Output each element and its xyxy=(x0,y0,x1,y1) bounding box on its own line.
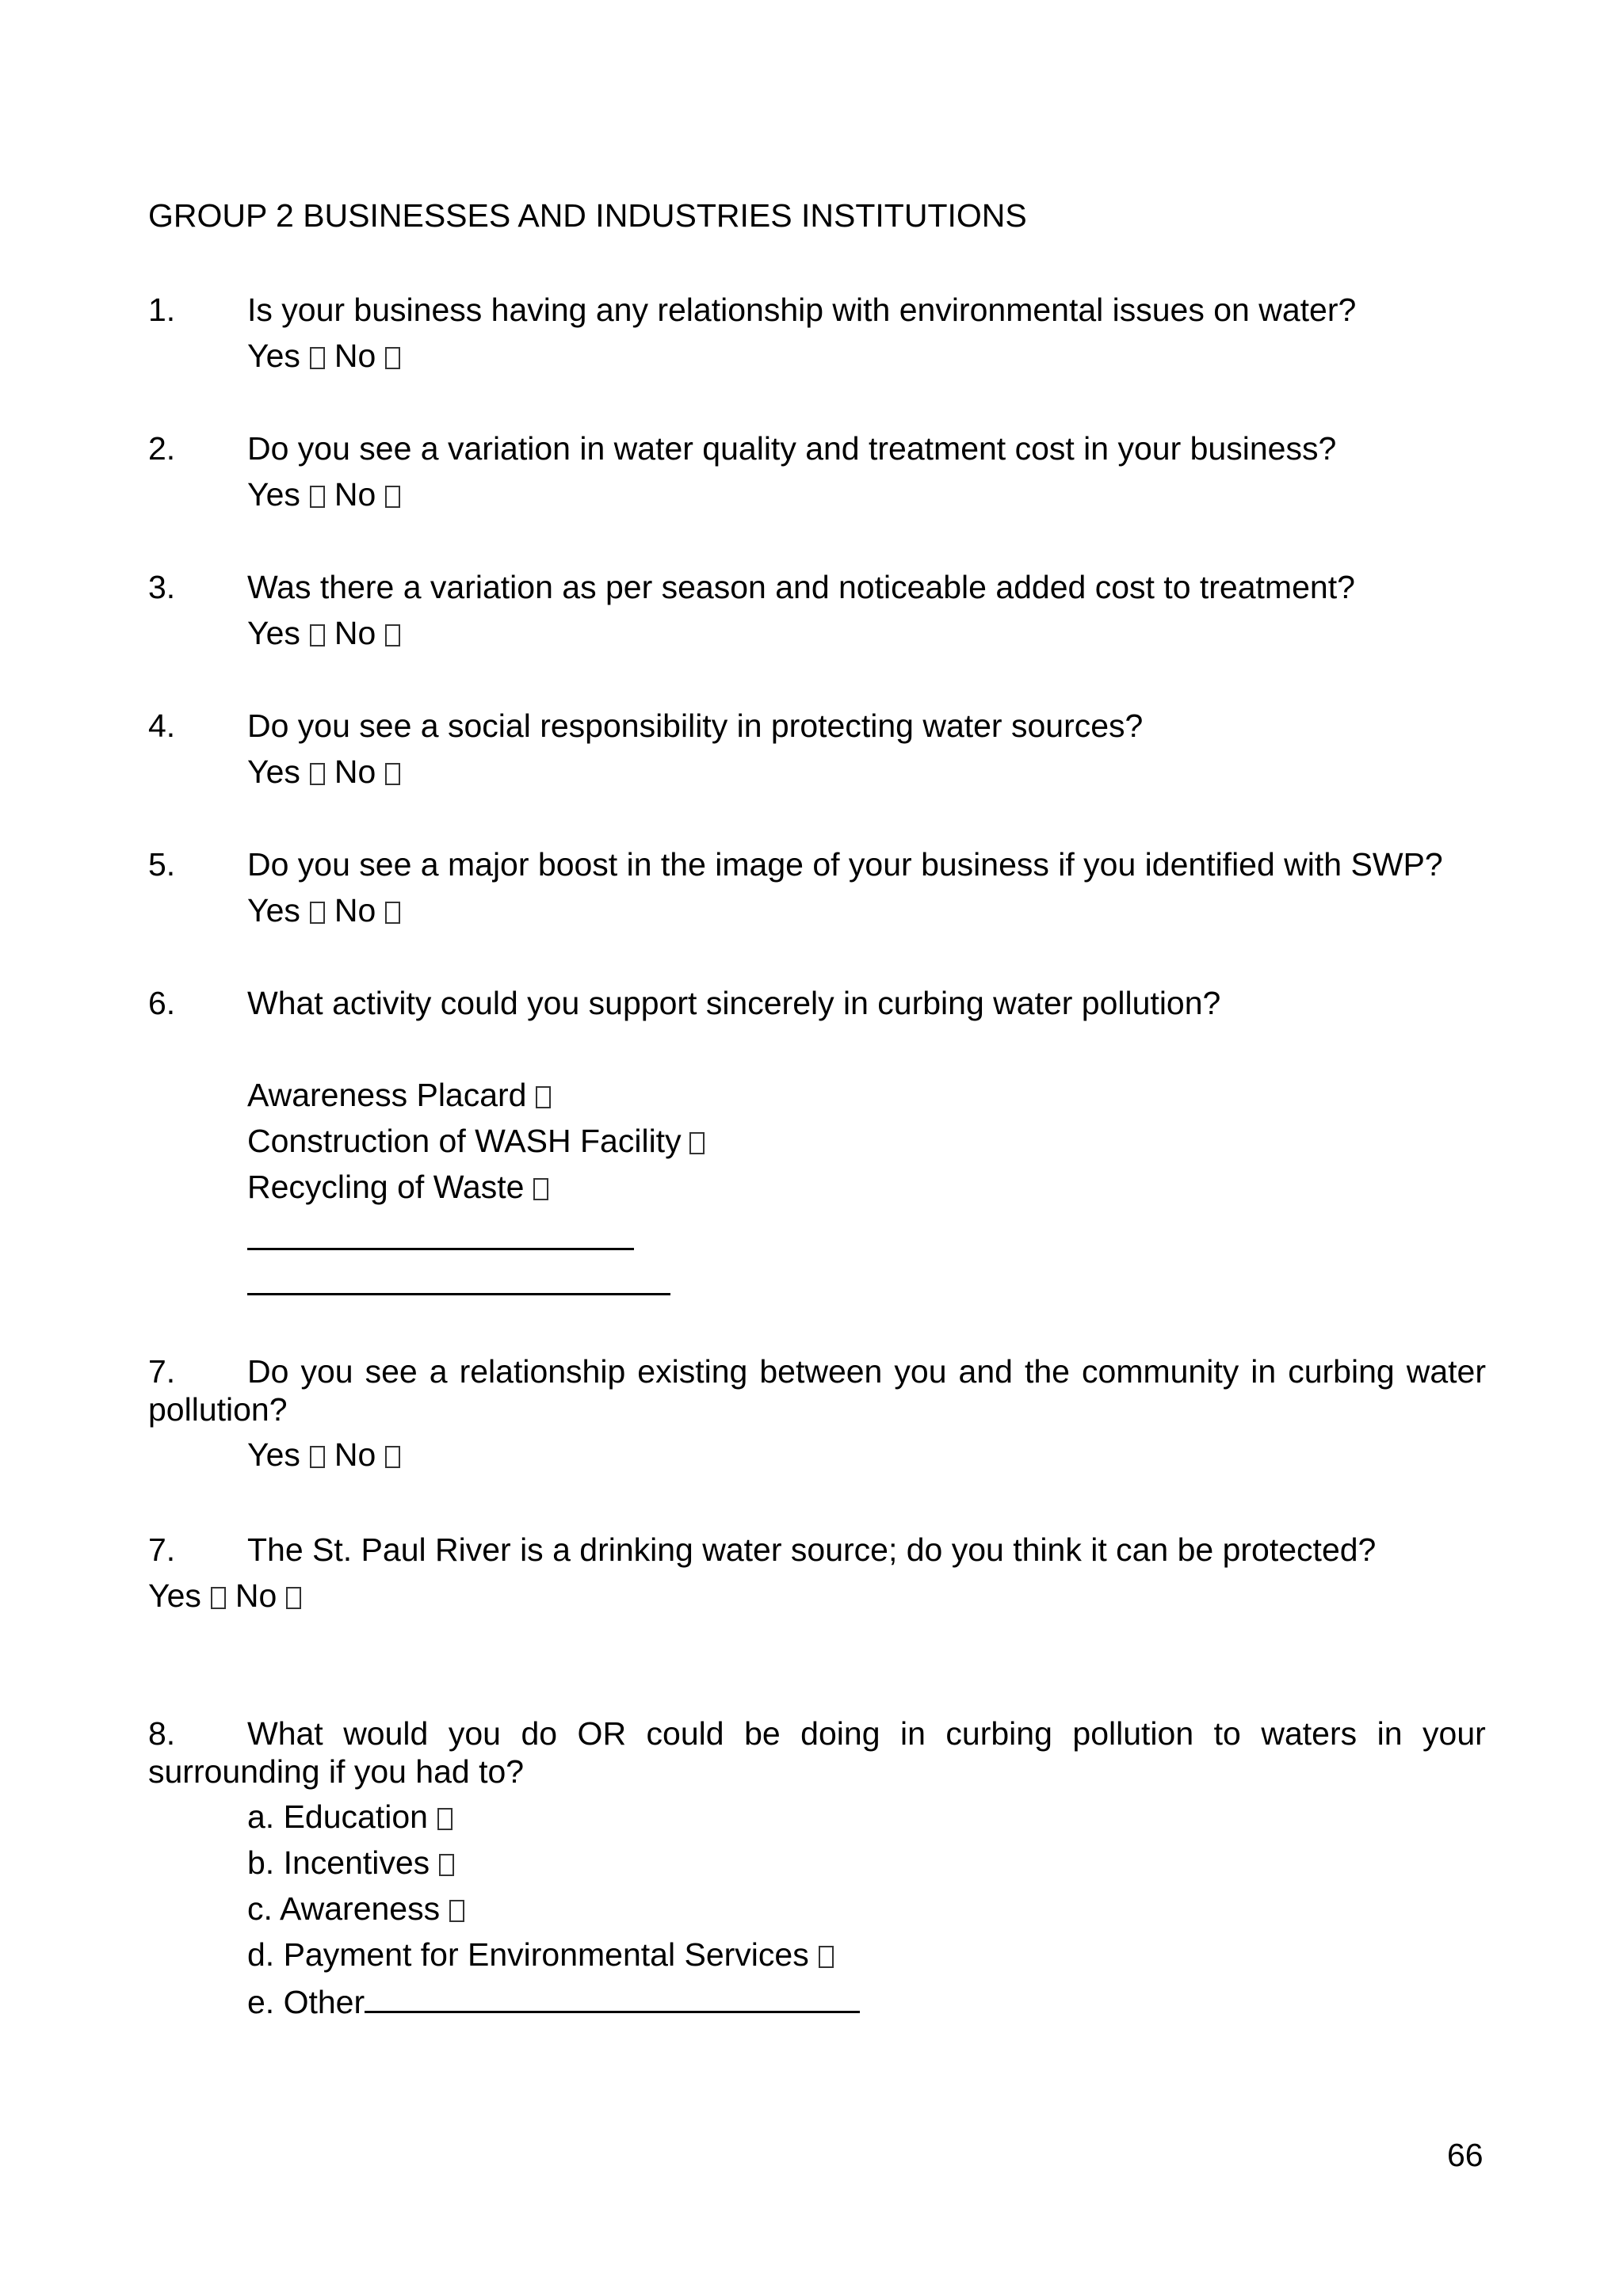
option-checkbox[interactable] xyxy=(689,1132,705,1154)
no-checkbox[interactable] xyxy=(385,624,400,646)
no-checkbox[interactable] xyxy=(385,902,400,924)
yes-label: Yes xyxy=(247,338,300,374)
question-8-block xyxy=(148,1714,1486,1791)
option-label: c. Awareness xyxy=(247,1890,441,1927)
option-label: e. Other xyxy=(247,1984,365,2020)
no-checkbox[interactable] xyxy=(385,347,400,369)
yes-checkbox[interactable] xyxy=(310,347,325,369)
option-checkbox[interactable] xyxy=(536,1086,551,1108)
yes-checkbox[interactable] xyxy=(211,1587,226,1609)
option-payment-env-services xyxy=(247,1935,843,1974)
no-label: No xyxy=(334,338,376,374)
option-incentives xyxy=(247,1843,464,1882)
page-number: 66 xyxy=(1447,2137,1484,2173)
question-4-number: 4. xyxy=(148,707,176,744)
question-7-number: 7. xyxy=(148,1353,176,1390)
option-label: b. Incentives xyxy=(247,1844,430,1881)
option-other xyxy=(247,1981,860,2022)
no-checkbox[interactable] xyxy=(385,763,400,785)
option-recycling-waste xyxy=(247,1167,558,1207)
no-label: No xyxy=(334,892,376,929)
no-checkbox[interactable] xyxy=(286,1587,301,1609)
blank-answer-line[interactable] xyxy=(247,1248,634,1250)
no-label: No xyxy=(334,753,376,790)
option-education xyxy=(247,1797,462,1836)
question-8-number: 8. xyxy=(148,1715,176,1752)
question-6-number: 6. xyxy=(148,985,176,1021)
question-7b-number: 7. xyxy=(148,1531,176,1568)
option-checkbox[interactable] xyxy=(437,1808,453,1830)
option-awareness xyxy=(247,1889,474,1928)
yes-label: Yes xyxy=(148,1577,201,1614)
blank-answer-line[interactable] xyxy=(247,1293,670,1295)
option-label: Recycling of Waste xyxy=(247,1169,525,1205)
no-label: No xyxy=(334,1436,376,1473)
option-label: Construction of WASH Facility xyxy=(247,1123,682,1159)
section-heading: GROUP 2 BUSINESSES AND INDUSTRIES INSTITUTIONS xyxy=(148,197,1027,234)
no-label: No xyxy=(334,615,376,651)
question-1-number: 1. xyxy=(148,292,176,328)
question-6-text: What activity could you support sincerely in curbing water pollution? xyxy=(247,985,1221,1021)
yes-label: Yes xyxy=(247,1436,300,1473)
no-label: No xyxy=(235,1577,277,1614)
question-5-number: 5. xyxy=(148,846,176,883)
option-construction-wash xyxy=(247,1121,714,1161)
question-7-answers xyxy=(247,1435,410,1474)
question-4-text: Do you see a social responsibility in protecting water sources? xyxy=(247,707,1144,744)
question-2-text: Do you see a variation in water quality and treatment cost in your business? xyxy=(247,430,1337,467)
yes-checkbox[interactable] xyxy=(310,1446,325,1468)
question-2-answers xyxy=(247,475,410,514)
option-checkbox[interactable] xyxy=(449,1900,464,1922)
question-5-answers xyxy=(247,891,410,930)
question-8-text-continued: surrounding if you had to? xyxy=(148,1753,525,1790)
question-4-answers xyxy=(247,752,410,791)
option-label: Awareness Placard xyxy=(247,1077,527,1113)
no-checkbox[interactable] xyxy=(385,486,400,508)
question-2-number: 2. xyxy=(148,430,176,467)
question-3-number: 3. xyxy=(148,569,176,605)
question-7-text-continued: pollution? xyxy=(148,1391,288,1428)
yes-checkbox[interactable] xyxy=(310,902,325,924)
yes-label: Yes xyxy=(247,753,300,790)
yes-label: Yes xyxy=(247,476,300,513)
question-3-answers xyxy=(247,613,410,653)
option-checkbox[interactable] xyxy=(439,1854,454,1876)
option-label: d. Payment for Environmental Services xyxy=(247,1936,809,1973)
yes-label: Yes xyxy=(247,615,300,651)
other-blank-line[interactable] xyxy=(365,1981,860,2013)
question-3-text: Was there a variation as per season and noticeable added cost to treatment? xyxy=(247,569,1355,605)
question-1-answers xyxy=(247,336,410,376)
question-7b-answers xyxy=(148,1576,311,1615)
question-7b-text: The St. Paul River is a drinking water source; do you think it can be protected? xyxy=(247,1531,1377,1568)
question-7-block xyxy=(148,1352,1486,1428)
option-checkbox[interactable] xyxy=(533,1178,548,1200)
yes-checkbox[interactable] xyxy=(310,763,325,785)
question-1-text: Is your business having any relationship with environmental issues on water? xyxy=(247,292,1357,328)
option-checkbox[interactable] xyxy=(819,1946,834,1968)
question-7-text: Do you see a relationship existing between you and the community in curbing water xyxy=(247,1353,1486,1390)
no-label: No xyxy=(334,476,376,513)
no-checkbox[interactable] xyxy=(385,1446,400,1468)
option-awareness-placard xyxy=(247,1075,560,1115)
question-8-text: What would you do OR could be doing in curbing pollution to waters in your xyxy=(247,1715,1486,1752)
option-label: a. Education xyxy=(247,1798,428,1835)
question-5-text: Do you see a major boost in the image of your business if you identified with SWP? xyxy=(247,846,1443,883)
yes-checkbox[interactable] xyxy=(310,486,325,508)
yes-label: Yes xyxy=(247,892,300,929)
yes-checkbox[interactable] xyxy=(310,624,325,646)
